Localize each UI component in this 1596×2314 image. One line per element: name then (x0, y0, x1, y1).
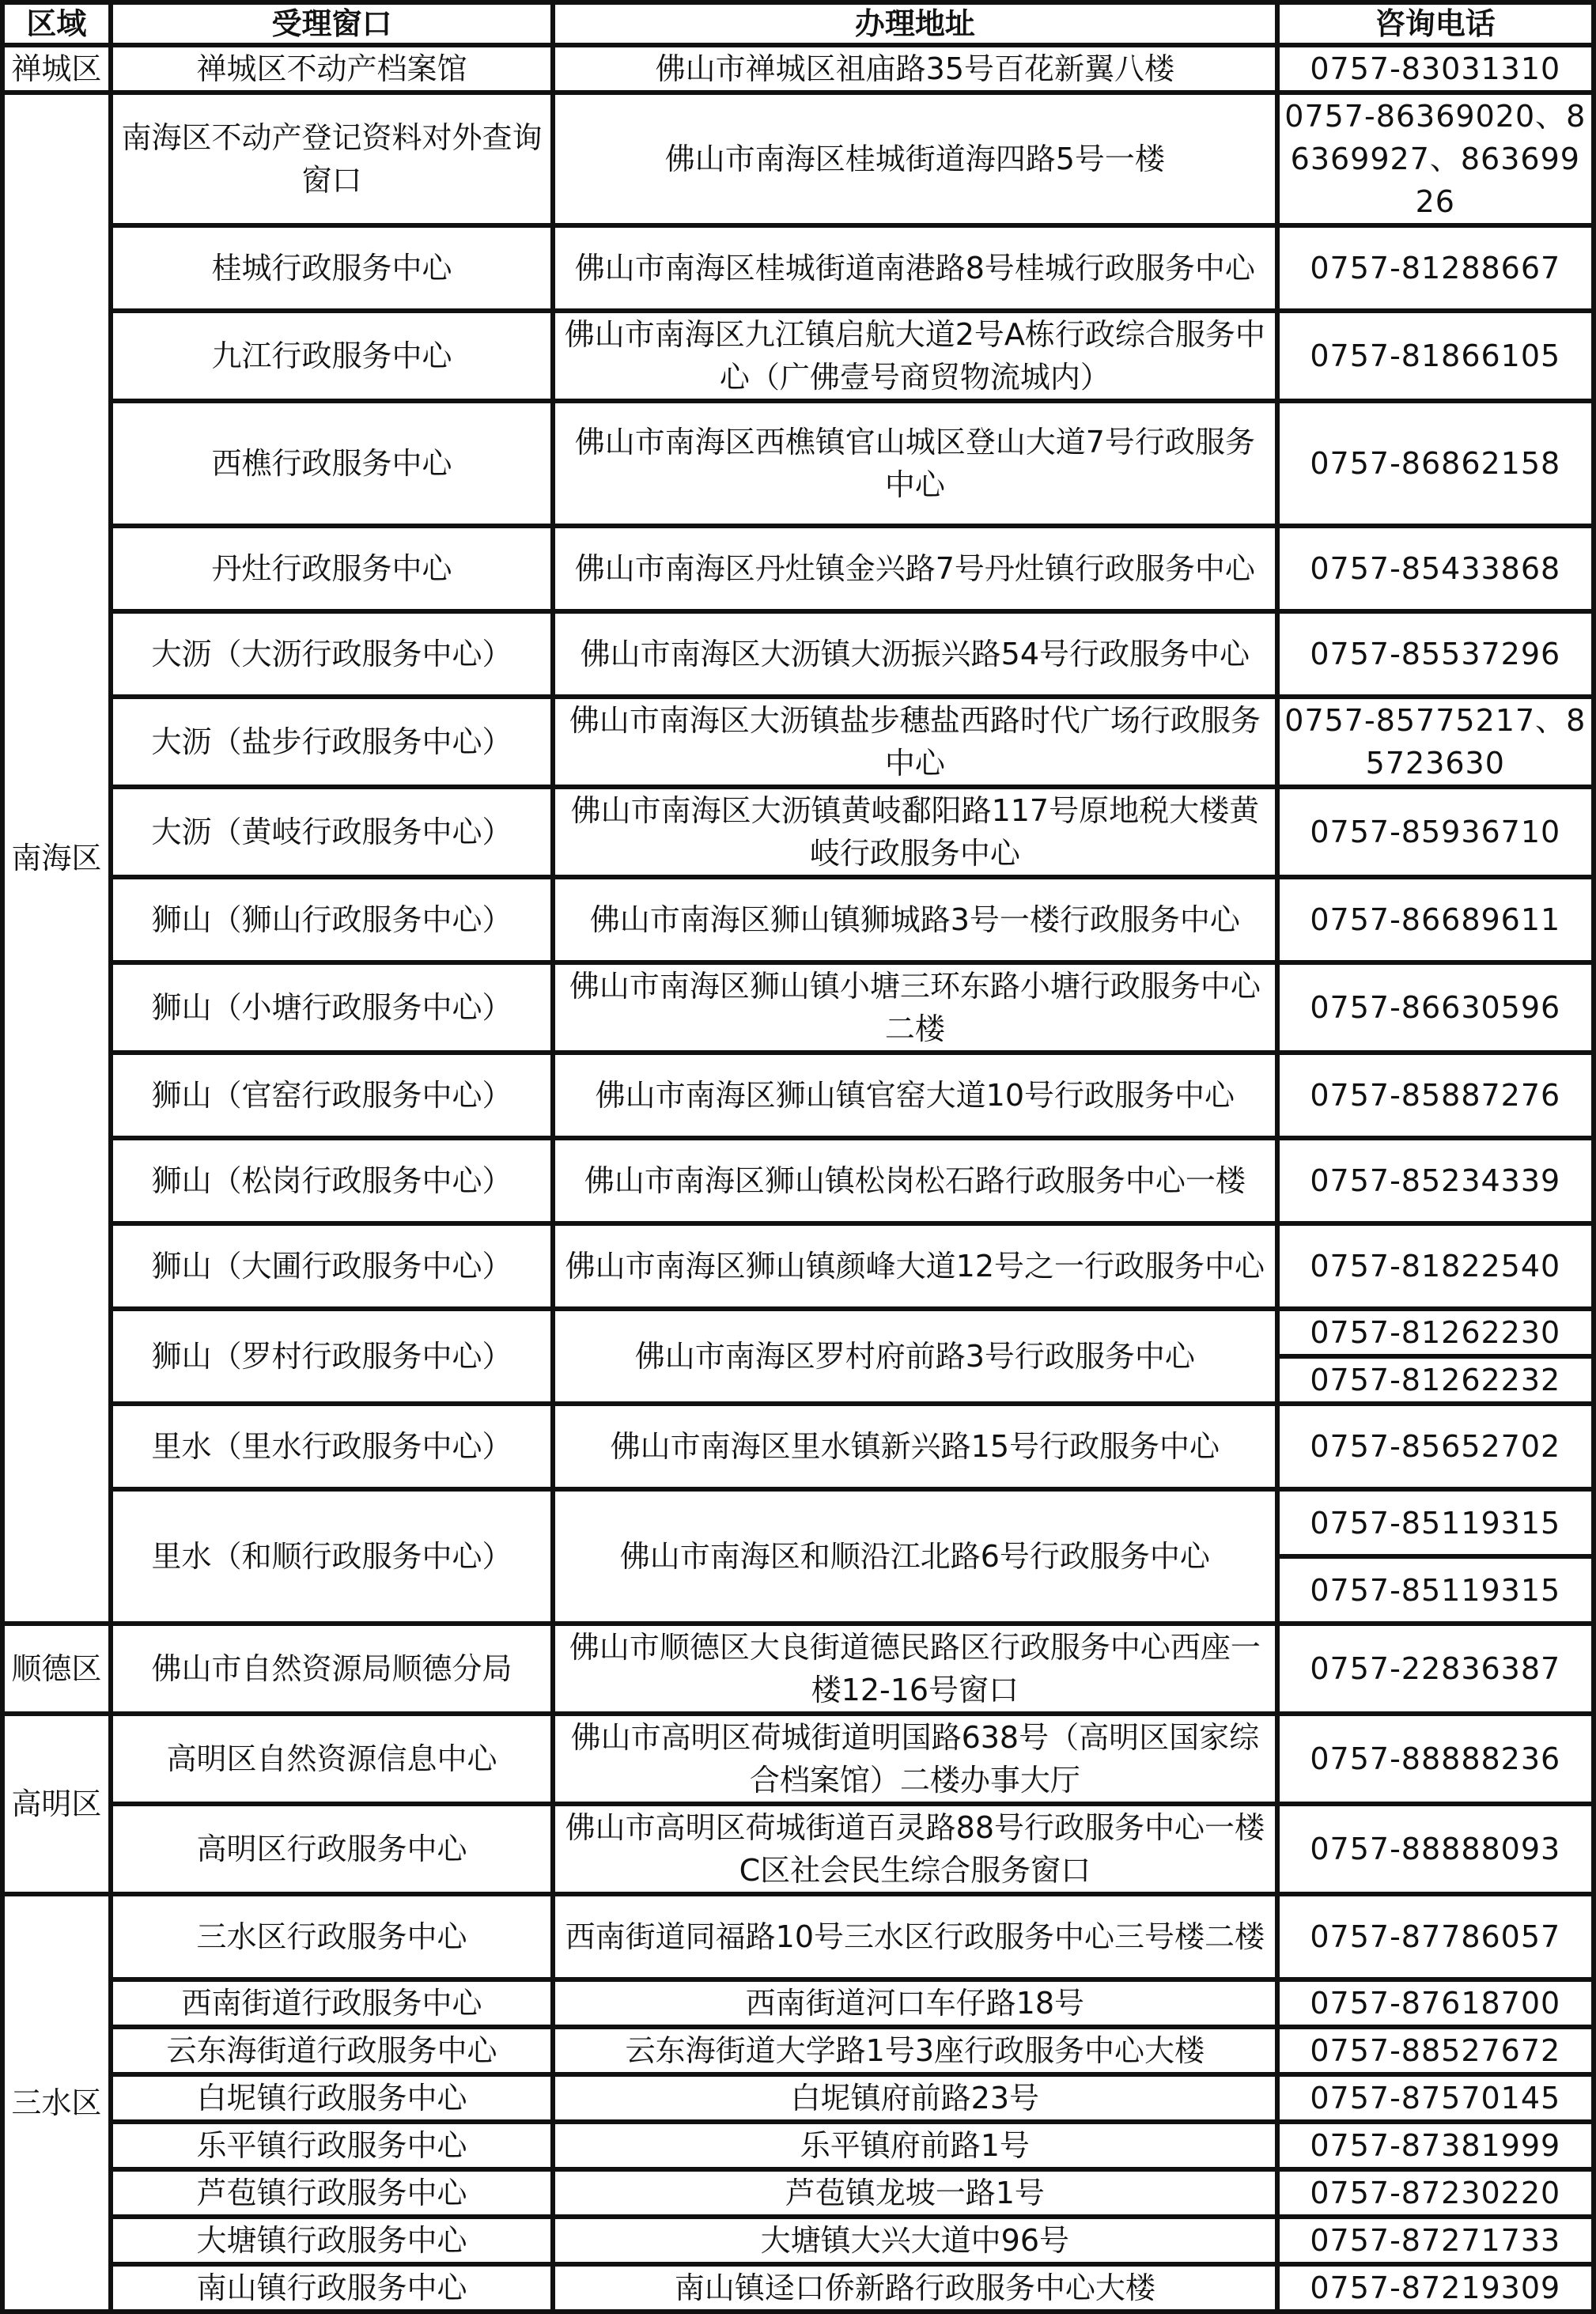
address-cell: 佛山市南海区西樵镇官山城区登山大道7号行政服务中心 (555, 403, 1274, 524)
district-cell: 三水区 (5, 1896, 108, 2309)
table-row (5, 313, 1591, 399)
address-cell: 南山镇迳口侨新路行政服务中心大楼 (555, 2267, 1274, 2309)
address-cell: 佛山市南海区大沥镇黄岐鄱阳路117号原地税大楼黄岐行政服务中心 (555, 789, 1274, 875)
table-row (5, 2029, 1591, 2072)
header-address: 办理地址 (555, 5, 1274, 43)
phone-cell: 0757-86630596 (1280, 965, 1591, 1050)
window-cell: 大沥（大沥行政服务中心） (113, 614, 550, 694)
address-cell: 芦苞镇龙坡一路1号 (555, 2172, 1274, 2214)
phone-cell: 0757-87381999 (1280, 2124, 1591, 2167)
address-cell: 佛山市南海区狮山镇小塘三环东路小塘行政服务中心二楼 (555, 965, 1274, 1050)
table-row (5, 2267, 1591, 2309)
phone-cell: 0757-81822540 (1280, 1226, 1591, 1306)
address-cell: 佛山市高明区荷城街道百灵路88号行政服务中心一楼C区社会民生综合服务窗口 (555, 1806, 1274, 1892)
phone-cell: 0757-87230220 (1280, 2172, 1591, 2214)
window-cell: 狮山（大圃行政服务中心） (113, 1226, 550, 1306)
address-cell: 西南街道河口车仔路18号 (555, 1982, 1274, 2025)
window-cell: 大沥（黄岐行政服务中心） (113, 789, 550, 875)
district-cell: 禅城区 (5, 47, 108, 90)
address-cell: 佛山市南海区丹灶镇金兴路7号丹灶镇行政服务中心 (555, 528, 1274, 609)
phone-cell: 0757-86862158 (1280, 403, 1591, 524)
window-cell: 大沥（盐步行政服务中心） (113, 699, 550, 785)
table-row (5, 228, 1591, 308)
phone-cell: 0757-85119315 (1280, 1492, 1591, 1554)
header-window: 受理窗口 (113, 5, 550, 43)
window-cell: 里水（里水行政服务中心） (113, 1406, 550, 1487)
district-cell: 高明区 (5, 1716, 108, 1892)
window-cell: 高明区自然资源信息中心 (113, 1716, 550, 1802)
window-cell: 高明区行政服务中心 (113, 1806, 550, 1892)
table-row (5, 1982, 1591, 2025)
window-cell: 乐平镇行政服务中心 (113, 2124, 550, 2167)
header-phone: 咨询电话 (1280, 5, 1591, 43)
address-cell: 佛山市南海区狮山镇松岗松石路行政服务中心一楼 (555, 1140, 1274, 1221)
table-row (5, 1311, 1591, 1354)
address-cell: 佛山市高明区荷城街道明国路638号（高明区国家综合档案馆）二楼办事大厅 (555, 1716, 1274, 1802)
phone-cell: 0757-86689611 (1280, 879, 1591, 960)
window-cell: 桂城行政服务中心 (113, 228, 550, 308)
table-row (5, 614, 1591, 694)
address-cell: 佛山市南海区狮山镇颜峰大道12号之一行政服务中心 (555, 1226, 1274, 1306)
table-row (5, 403, 1591, 524)
window-cell: 狮山（松岗行政服务中心） (113, 1140, 550, 1221)
district-cell: 顺德区 (5, 1626, 108, 1711)
address-cell: 佛山市南海区大沥镇大沥振兴路54号行政服务中心 (555, 614, 1274, 694)
address-cell: 佛山市南海区大沥镇盐步穗盐西路时代广场行政服务中心 (555, 699, 1274, 785)
phone-cell: 0757-88888236 (1280, 1716, 1591, 1802)
address-cell: 云东海街道大学路1号3座行政服务中心大楼 (555, 2029, 1274, 2072)
window-cell: 狮山（罗村行政服务中心） (113, 1311, 550, 1401)
table-row (5, 879, 1591, 960)
table-row (5, 2124, 1591, 2167)
header-row (5, 5, 1591, 43)
address-cell: 佛山市南海区罗村府前路3号行政服务中心 (555, 1311, 1274, 1401)
table-row (5, 1626, 1591, 1711)
window-cell: 狮山（狮山行政服务中心） (113, 879, 550, 960)
window-cell: 大塘镇行政服务中心 (113, 2219, 550, 2262)
table-row (5, 699, 1591, 785)
address-cell: 佛山市南海区九江镇启航大道2号A栋行政综合服务中心（广佛壹号商贸物流城内） (555, 313, 1274, 399)
window-cell: 禅城区不动产档案馆 (113, 47, 550, 90)
window-cell: 白坭镇行政服务中心 (113, 2077, 550, 2119)
phone-cell: 0757-88527672 (1280, 2029, 1591, 2072)
address-cell: 佛山市南海区桂城街道南港路8号桂城行政服务中心 (555, 228, 1274, 308)
phone-cell: 0757-85652702 (1280, 1406, 1591, 1487)
table-row (5, 2219, 1591, 2262)
window-cell: 南山镇行政服务中心 (113, 2267, 550, 2309)
header-district: 区域 (5, 5, 108, 43)
window-cell: 里水（和顺行政服务中心） (113, 1492, 550, 1621)
table-row (5, 1406, 1591, 1487)
table-row (5, 1716, 1591, 1802)
table-row (5, 1055, 1591, 1136)
district-cell: 南海区 (5, 95, 108, 1621)
window-cell: 丹灶行政服务中心 (113, 528, 550, 609)
phone-cell: 0757-85537296 (1280, 614, 1591, 694)
phone-cell: 0757-22836387 (1280, 1626, 1591, 1711)
address-cell: 西南街道同福路10号三水区行政服务中心三号楼二楼 (555, 1896, 1274, 1977)
address-cell: 佛山市顺德区大良街道德民路区行政服务中心西座一楼12-16号窗口 (555, 1626, 1274, 1711)
address-cell: 大塘镇大兴大道中96号 (555, 2219, 1274, 2262)
phone-cell: 0757-85936710 (1280, 789, 1591, 875)
table-row (5, 965, 1591, 1050)
phone-cell: 0757-83031310 (1280, 47, 1591, 90)
window-cell: 佛山市自然资源局顺德分局 (113, 1626, 550, 1711)
phone-cell: 0757-85119315 (1280, 1559, 1591, 1621)
address-cell: 乐平镇府前路1号 (555, 2124, 1274, 2167)
phone-cell: 0757-88888093 (1280, 1806, 1591, 1892)
phone-cell: 0757-87618700 (1280, 1982, 1591, 2025)
table-row (5, 528, 1591, 609)
window-cell: 西樵行政服务中心 (113, 403, 550, 524)
table-row (5, 47, 1591, 90)
table-row (5, 1896, 1591, 1977)
window-cell: 云东海街道行政服务中心 (113, 2029, 550, 2072)
table-body (5, 47, 1591, 2309)
table-row (5, 2172, 1591, 2214)
phone-cell: 0757-87271733 (1280, 2219, 1591, 2262)
phone-cell: 0757-85887276 (1280, 1055, 1591, 1136)
phone-cell: 0757-85775217、85723630 (1280, 699, 1591, 785)
phone-cell: 0757-85234339 (1280, 1140, 1591, 1221)
phone-cell: 0757-81288667 (1280, 228, 1591, 308)
address-cell: 佛山市南海区里水镇新兴路15号行政服务中心 (555, 1406, 1274, 1487)
phone-cell: 0757-85433868 (1280, 528, 1591, 609)
window-cell: 南海区不动产登记资料对外查询窗口 (113, 95, 550, 223)
phone-cell: 0757-81866105 (1280, 313, 1591, 399)
table-row (5, 2077, 1591, 2119)
window-cell: 三水区行政服务中心 (113, 1896, 550, 1977)
phone-cell: 0757-81262232 (1280, 1359, 1591, 1401)
address-cell: 佛山市南海区桂城街道海四路5号一楼 (555, 95, 1274, 223)
phone-cell: 0757-81262230 (1280, 1311, 1591, 1354)
address-cell: 白坭镇府前路23号 (555, 2077, 1274, 2119)
address-cell: 佛山市南海区狮山镇狮城路3号一楼行政服务中心 (555, 879, 1274, 960)
window-cell: 狮山（官窑行政服务中心） (113, 1055, 550, 1136)
address-cell: 佛山市南海区狮山镇官窑大道10号行政服务中心 (555, 1055, 1274, 1136)
window-cell: 狮山（小塘行政服务中心） (113, 965, 550, 1050)
table-row (5, 95, 1591, 223)
address-cell: 佛山市禅城区祖庙路35号百花新翼八楼 (555, 47, 1274, 90)
window-cell: 芦苞镇行政服务中心 (113, 2172, 550, 2214)
phone-cell: 0757-87219309 (1280, 2267, 1591, 2309)
table-row (5, 1492, 1591, 1554)
address-cell: 佛山市南海区和顺沿江北路6号行政服务中心 (555, 1492, 1274, 1621)
phone-cell: 0757-87570145 (1280, 2077, 1591, 2119)
window-cell: 九江行政服务中心 (113, 313, 550, 399)
window-cell: 西南街道行政服务中心 (113, 1982, 550, 2025)
phone-cell: 0757-87786057 (1280, 1896, 1591, 1977)
table-row (5, 789, 1591, 875)
table-row (5, 1226, 1591, 1306)
table-row (5, 1806, 1591, 1892)
table-row (5, 1140, 1591, 1221)
phone-cell: 0757-86369020、86369927、86369926 (1280, 95, 1591, 223)
